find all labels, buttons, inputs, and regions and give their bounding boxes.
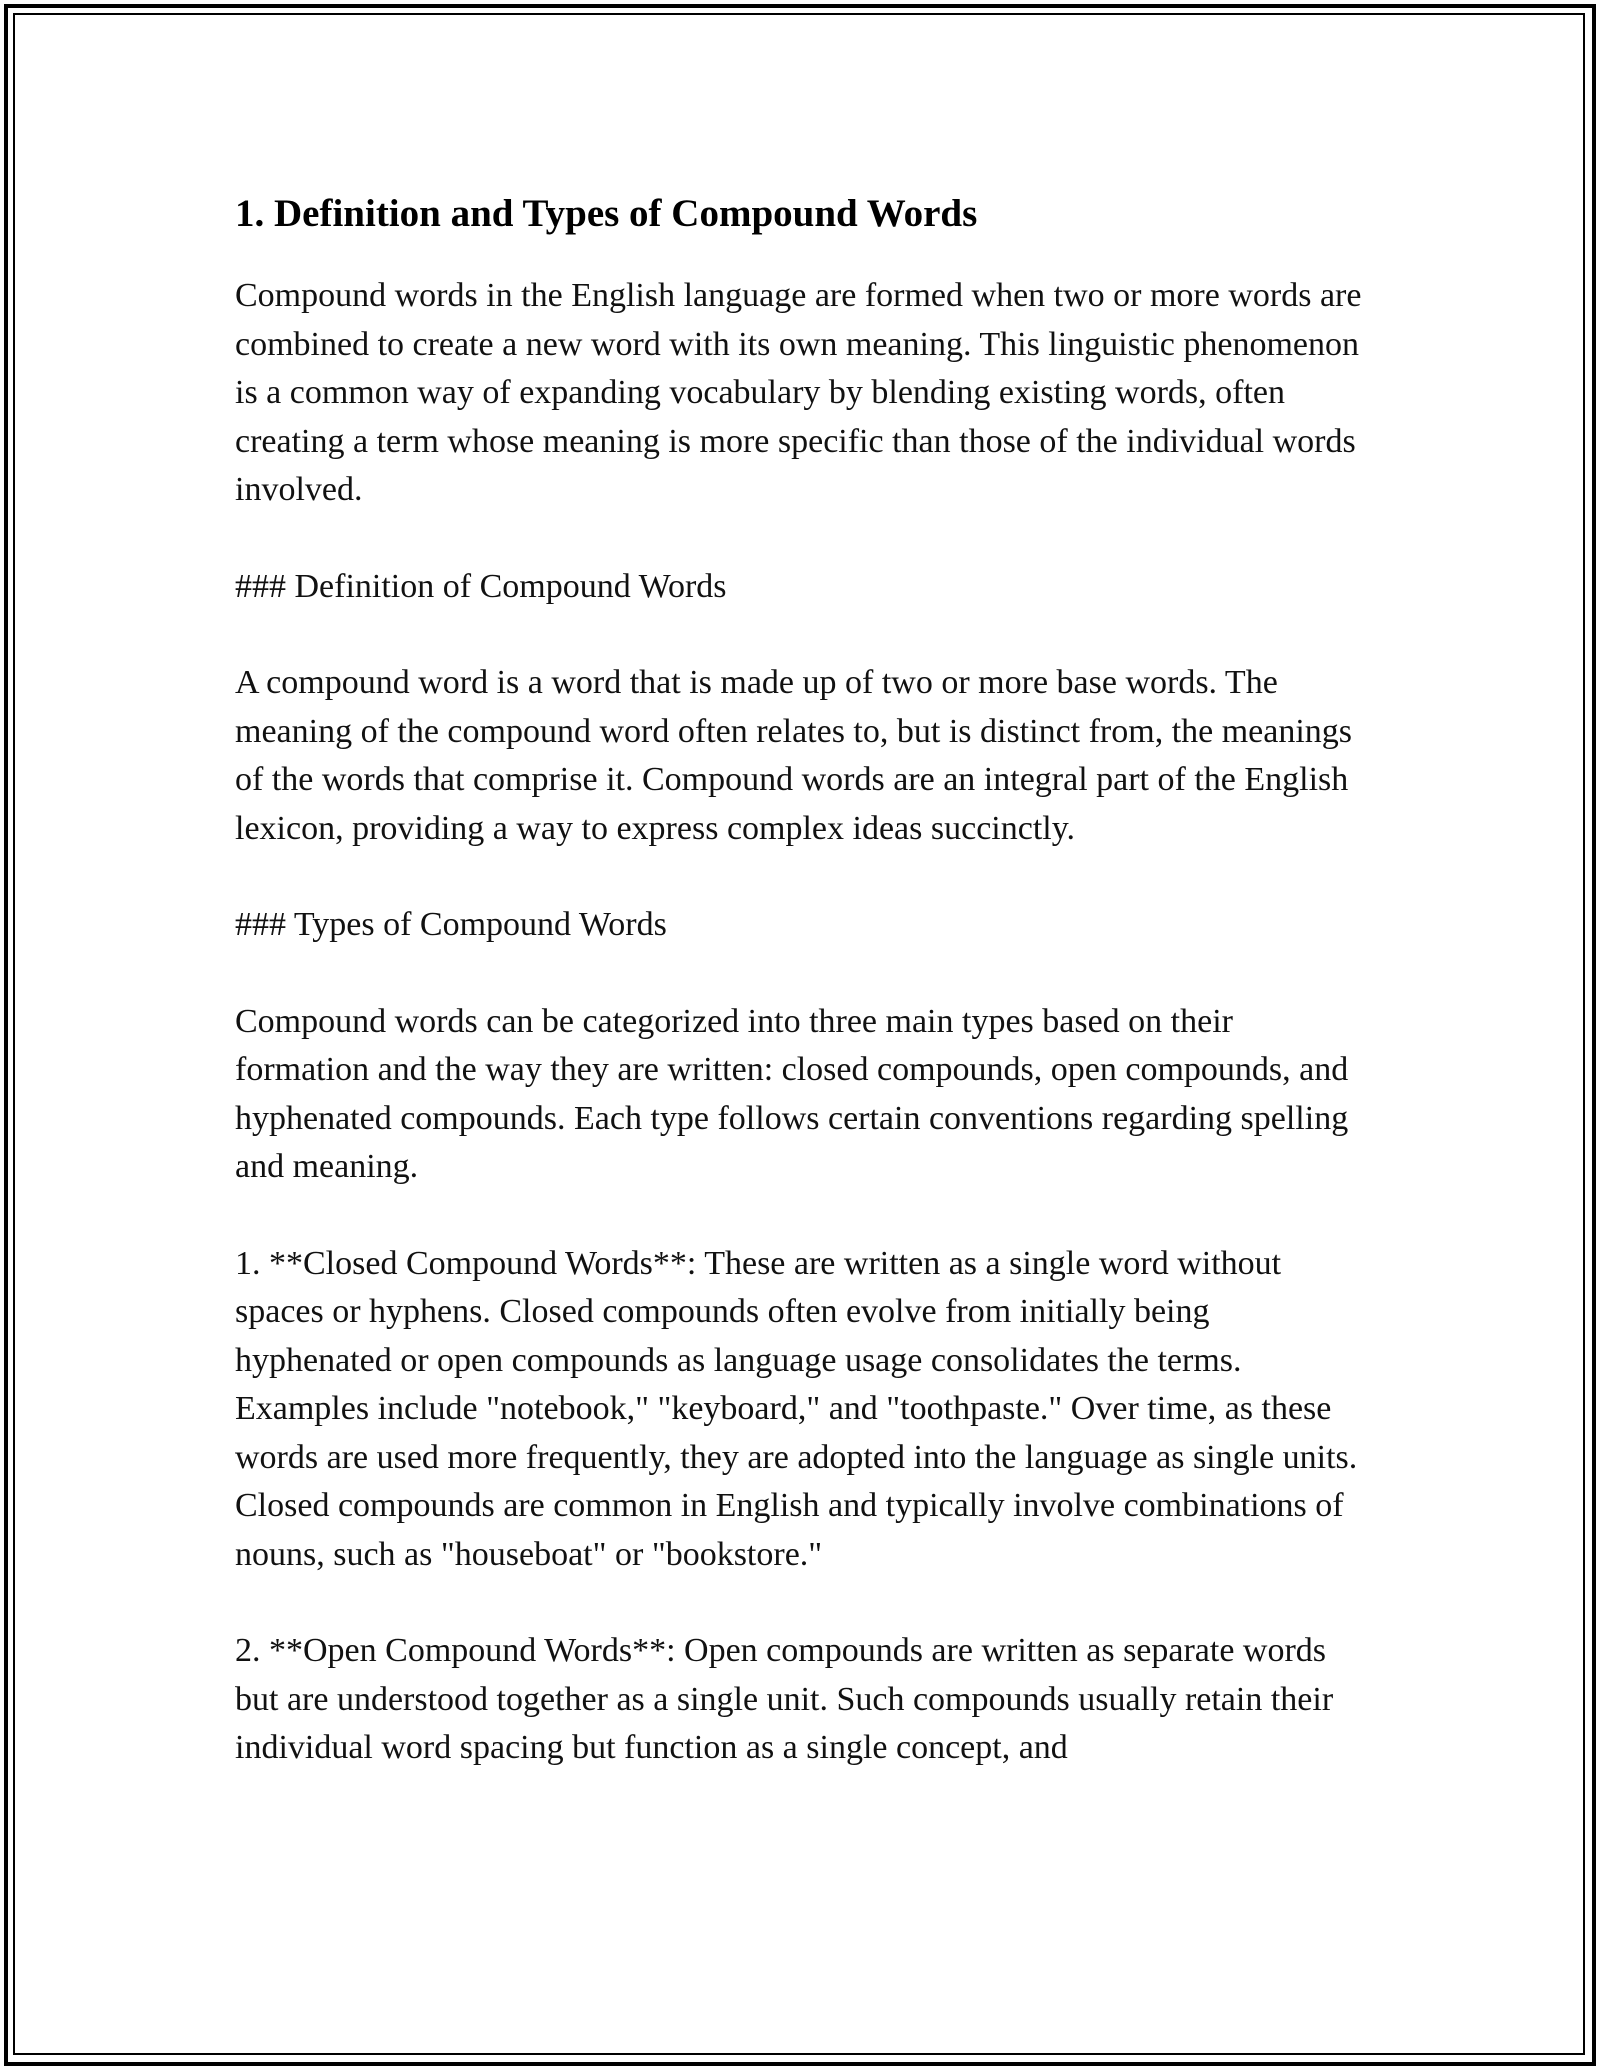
section-heading: 1. Definition and Types of Compound Words <box>235 192 978 235</box>
intro-paragraph: Compound words in the English language are formed when two or more words are combined to create a new word with its own meaning. This linguistic phenomenon is a common way of expanding vocabulary by blending existing words, often creating a term whose meaning is more specific than those of the individual words involved. <box>235 277 1362 508</box>
closed-compounds-paragraph: 1. **Closed Compound Words**: These are written as a single word without spaces or hyphens. Closed compounds often evolve from initially being hyphenated or open compounds as language usage consolidates the terms. Examples include "notebook," "keyboard," and "toothpaste." Over time, as these words are used more frequently, they are adopted into the language as single units. Closed compounds are common in English and typically involve combinations of nouns, such as "houseboat" or "bookstore." <box>235 1244 1358 1573</box>
open-compounds-paragraph: 2. **Open Compound Words**: Open compounds are written as separate words but are understood together as a single unit. Such compounds usually retain their individual word spacing but function as a single concept, and <box>235 1632 1334 1766</box>
document-body <box>235 188 1365 1821</box>
subheading-types: ### Types of Compound Words <box>235 906 667 943</box>
subheading-definition: ### Definition of Compound Words <box>235 567 727 605</box>
definition-paragraph: A compound word is a word that is made up of two or more base words. The meaning of the compound word often relates to, but is distinct from, the meanings of the words that comprise it. Compound words are an integral part of the English lexicon, providing a way to express complex ideas succinctly. <box>235 664 1353 847</box>
types-paragraph: Compound words can be categorized into three main types based on their formation and the way they are written: closed compounds, open compounds, and hyphenated compounds. Each type follows certain conventions regarding spelling and meaning. <box>235 1002 1349 1185</box>
